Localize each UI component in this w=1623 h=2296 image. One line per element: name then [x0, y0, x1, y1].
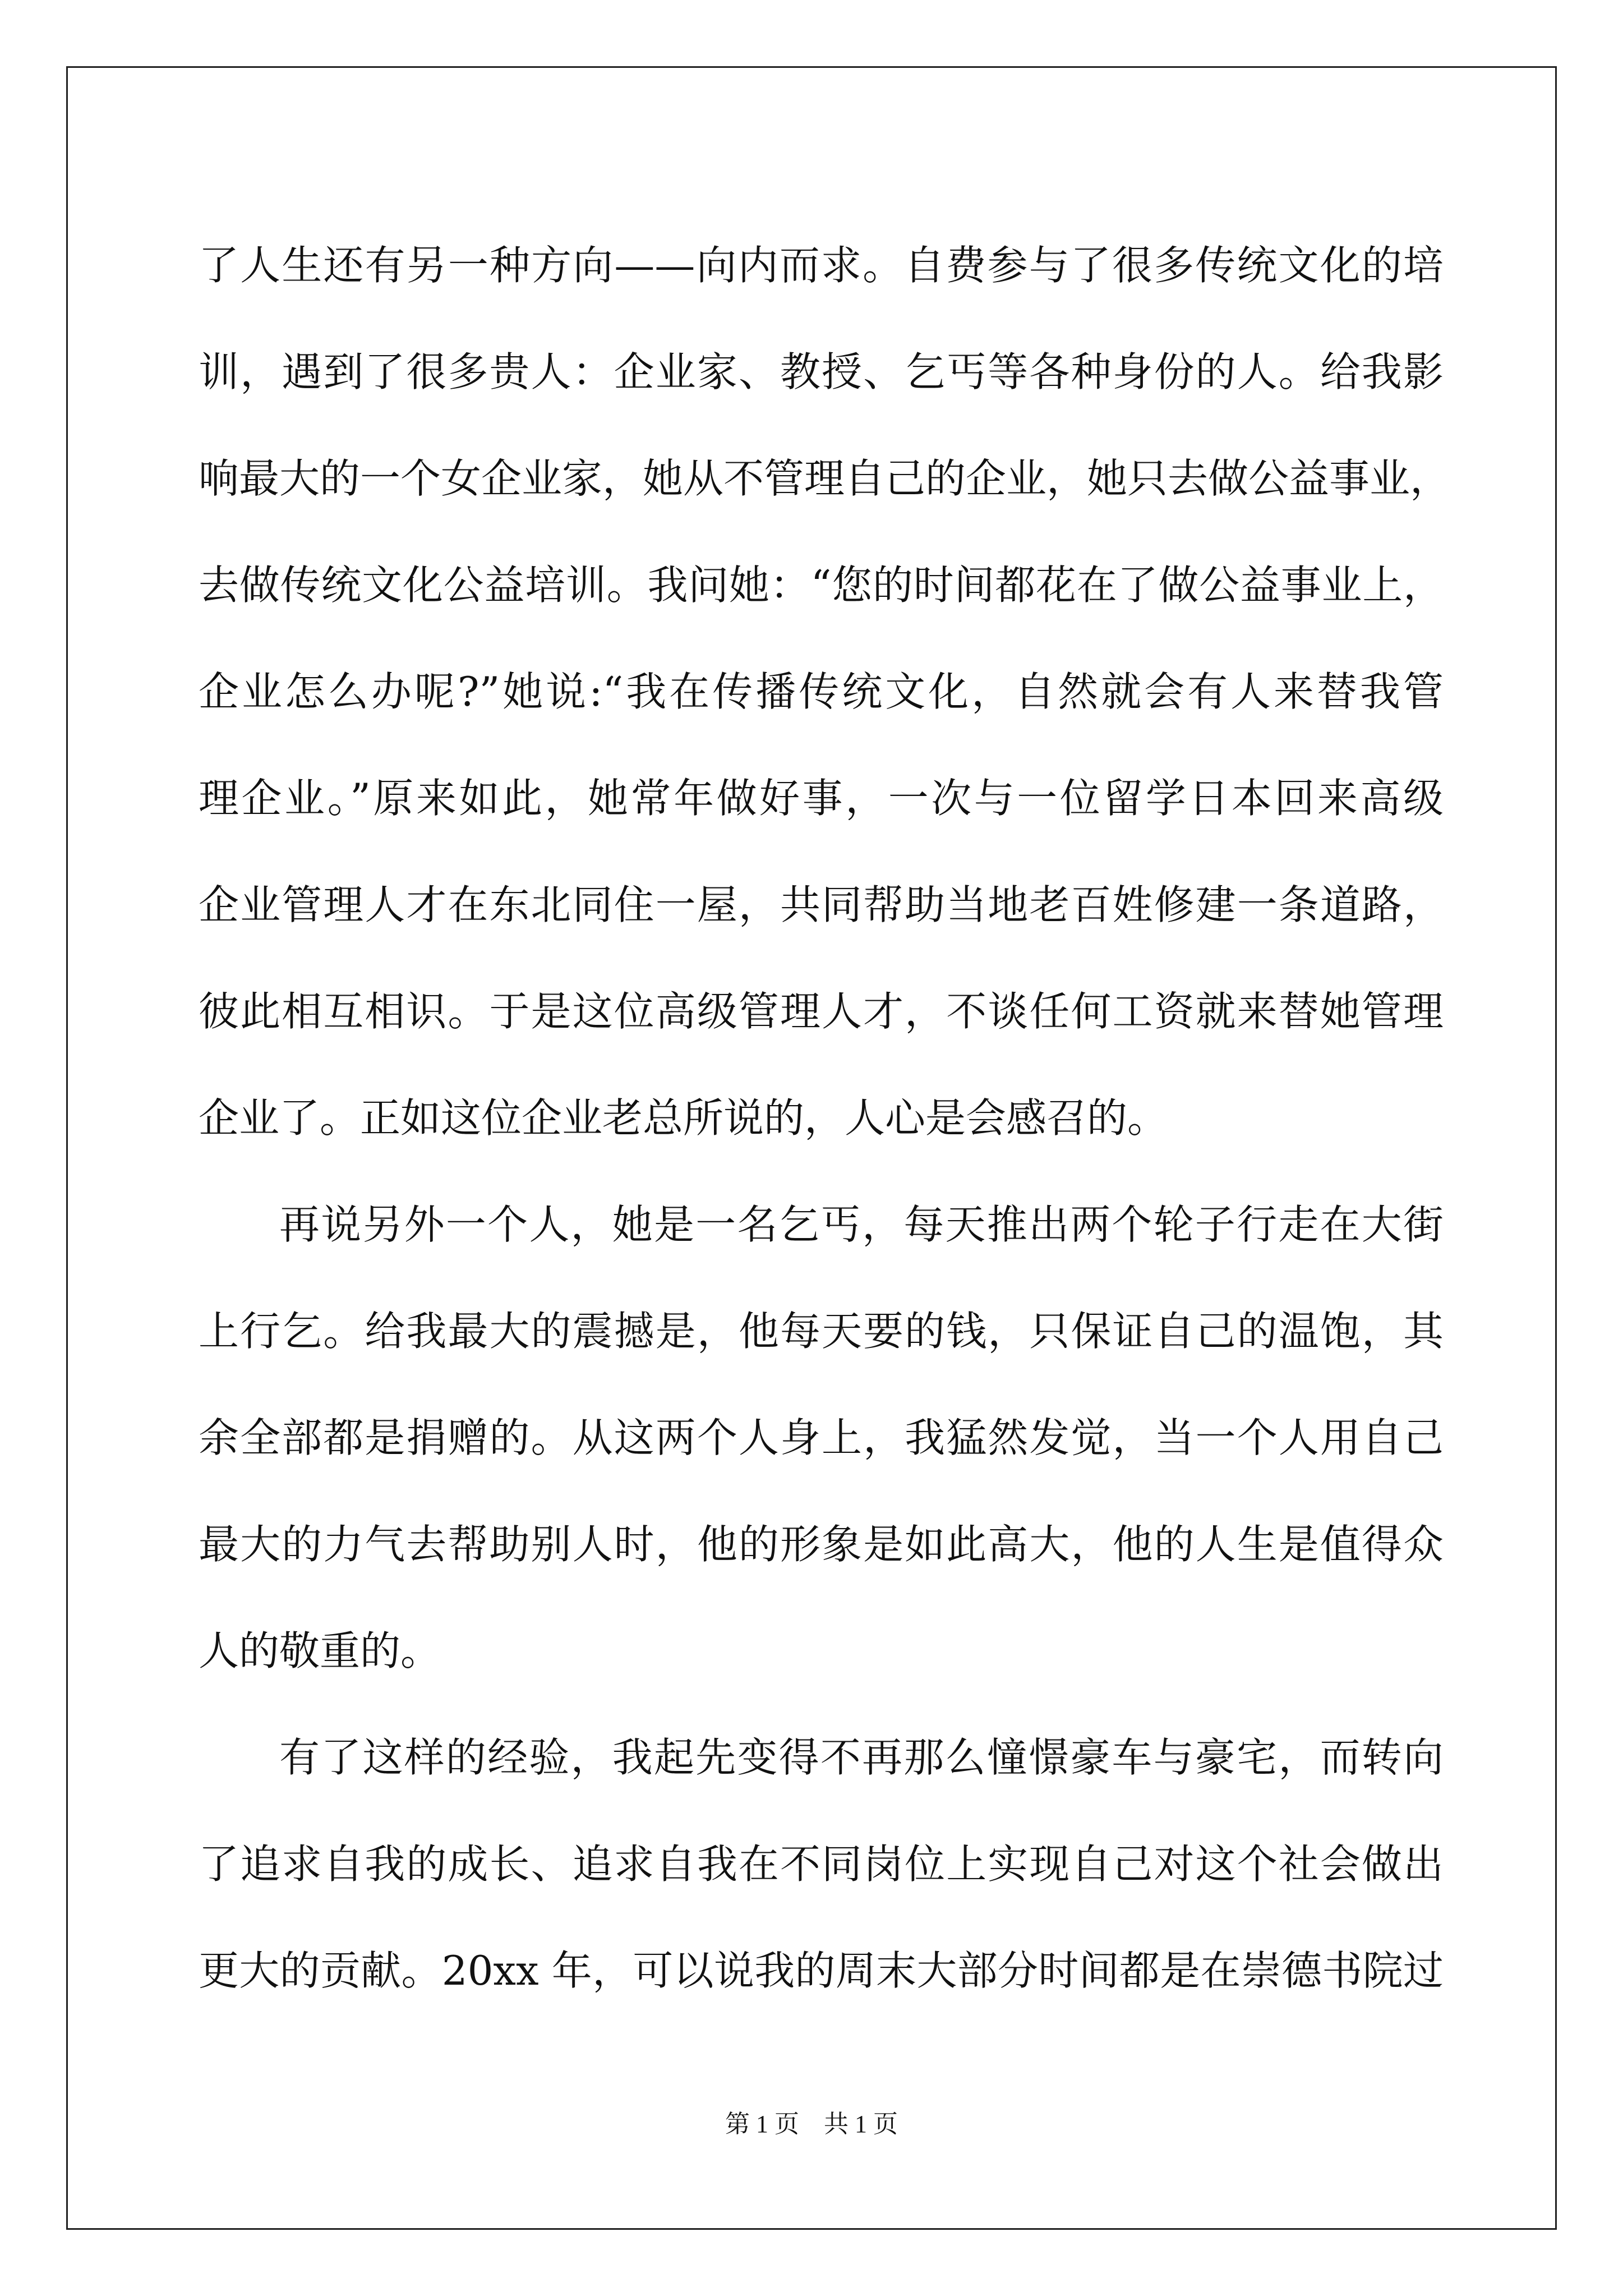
text-line: 响最大的一个女企业家，她从不管理自己的企业，她只去做公益事业， [199, 455, 1451, 502]
text-line: 彼此相互相识。于是这位高级管理人才，不谈任何工资就来替她管理 [199, 988, 1444, 1035]
text-line: 了追求自我的成长、追求自我在不同岗位上实现自己对这个社会做出 [199, 1841, 1444, 1888]
paragraph-first-line: 再说另外一个人，她是一名乞丐，每天推出两个轮子行走在大街 [279, 1201, 1444, 1248]
page-total: 共 1 页 [824, 2110, 898, 2138]
text-line: 理企业。”原来如此，她常年做好事，一次与一位留学日本回来高级 [199, 775, 1444, 822]
text-line: 最大的力气去帮助别人时，他的形象是如此高大，他的人生是值得众 [199, 1521, 1444, 1568]
text-line: 训，遇到了很多贵人：企业家、教授、乞丐等各种身份的人。给我影 [199, 348, 1444, 395]
text-line: 企业了。正如这位企业老总所说的，人心是会感召的。 [199, 1094, 1168, 1142]
text-line: 企业怎么办呢?”她说:“我在传播传统文化，自然就会有人来替我管 [199, 668, 1444, 715]
text-line: 更大的贡献。20xx 年，可以说我的周末大部分时间都是在崇德书院过 [199, 1947, 1444, 1994]
paragraph-first-line: 有了这样的经验，我起先变得不再那么憧憬豪车与豪宅，而转向 [279, 1734, 1444, 1781]
page-number: 第 1 页 [725, 2110, 799, 2138]
document-body [199, 212, 1451, 2024]
page-footer [0, 2104, 1623, 2139]
text-line: 企业管理人才在东北同住一屋，共同帮助当地老百姓修建一条道路， [199, 881, 1444, 928]
text-line: 余全部都是捐赠的。从这两个人身上，我猛然发觉，当一个人用自己 [199, 1414, 1444, 1461]
text-line: 上行乞。给我最大的震撼是，他每天要的钱，只保证自己的温饱，其 [199, 1308, 1444, 1355]
text-line: 去做传统文化公益培训。我问她：“您的时间都花在了做公益事业上， [199, 562, 1444, 609]
text-line: 了人生还有另一种方向——向内而求。自费参与了很多传统文化的培 [199, 242, 1444, 289]
text-line: 人的敬重的。 [199, 1627, 441, 1674]
